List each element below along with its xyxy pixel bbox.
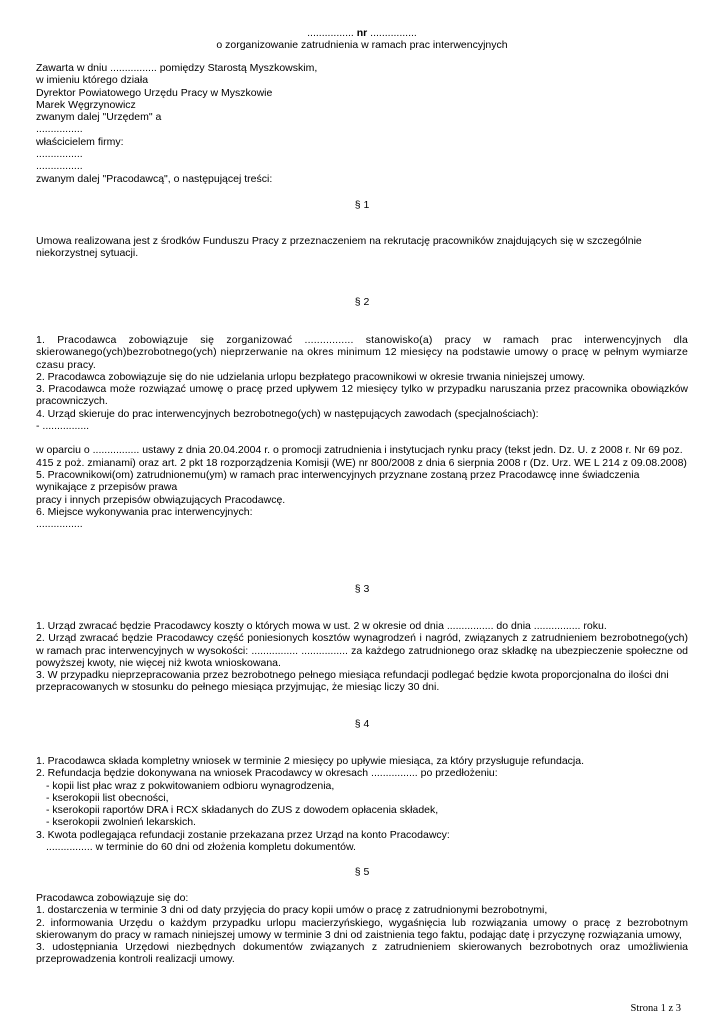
section-5-heading: § 5 [354, 866, 370, 878]
section-1-heading: § 1 [354, 199, 370, 211]
number-placeholder-left: ................ [307, 27, 354, 39]
intro-line: w imieniu którego działa [36, 74, 149, 87]
section-3-point-3: 3. W przypadku nieprzepracowania przez bezrobotnego pełnego miesiąca refundacji podlegać będzie kwota proporcjonalna do ilości dni przepracowanych w stosunku do pełnego miesiąca przyjmując, że miesiąc liczy 30 dni. [36, 669, 669, 694]
section-2-point-6: 6. Miejsce wykonywania prac interwencyjnych: [36, 505, 253, 518]
section-2-point-5: 5. Pracownikowi(om) zatrudnionemu(ym) w ramach prac interwencyjnych przyznane zostaną przez Pracodawcę inne świadczenia wynikające z przepisów prawa [36, 468, 640, 494]
section-2-legal-basis: w oparciu o ................ ustawy z dnia 20.04.2004 r. o promocji zatrudnienia i instytucjach rynku pracy (tekst jedn. Dz. U. z 2008 r. Nr 69 poz. 415 z poż. zmianami) oraz art. 2 pkt 18 rozporządzenia Komisji (WE) nr 800/2008 z dnia 6 sierpnia 2008 r (Dz. Urz. WE L 214 z 09.08.2008) [36, 444, 687, 469]
section-2-point-1: 1. Pracodawca zobowiązuje się zorganizować ................ stanowisko(a) pracy w ramach prac interwencyjnych dla skierowanego(ych)bezrobotnego(ych) nieprzerwanie na okres minimum 12 miesięcy na podstawie umowy o pracę w pełnym wymiarze czasu pracy. [36, 334, 688, 371]
section-2-point-2: 2. Pracodawca zobowiązuje się do nie udzielania urlopu bezpłatego pracownikowi w okresie trwania niniejszej umowy. [36, 370, 586, 383]
number-placeholder-right: ................ [370, 27, 417, 39]
page-number: Strona 1 z 3 [630, 1003, 681, 1014]
intro-line: ................ [36, 148, 83, 161]
section-2-point-5-continued: pracy i innych przepisów obwiązujących Pracodawcę. [36, 493, 286, 506]
intro-line: zwanym dalej "Pracodawcą", o następującej treści: [36, 172, 273, 185]
intro-line: Dyrektor Powiatowego Urzędu Pracy w Myszkowie [36, 86, 273, 99]
section-4-body [36, 755, 688, 853]
section-2-workplace-placeholder: ................ [36, 518, 83, 531]
section-5-body [36, 892, 688, 966]
section-3-point-1: 1. Urząd zwracać będzie Pracodawcy koszty o których mowa w ust. 2 w okresie od dnia ................ do dnia ................ roku. [36, 620, 607, 632]
section-4-point-2: 2. Refundacja będzie dokonywana na wniosek Pracodawcy w okresach ................ po przedłożeniu: [36, 767, 498, 780]
section-2-profession-placeholder: - ................ [36, 420, 90, 433]
section-2-body [36, 334, 688, 530]
section-2-point-4: 4. Urząd skieruje do prac interwencyjnych bezrobotnego(ych) w następujących zawodach (specjalnościach): [36, 407, 539, 420]
intro-line: właścicielem firmy: [36, 135, 124, 148]
section-5-point-1: 1. dostarczenia w terminie 3 dni od daty przyjęcia do pracy kopii umów o pracę z zatrudnionymi bezrobotnymi, [36, 904, 548, 917]
section-1-text: Umowa realizowana jest z środków Funduszu Pracy z przeznaczeniem na rekrutację pracowników znajdujących się w szczególnie niekorzystnej sytuacji. [36, 235, 642, 260]
section-5-intro: Pracodawca zobowiązuje się do: [36, 892, 189, 904]
intro-line: ................ [36, 123, 83, 136]
section-4-document-item: - kopii list płac wraz z pokwitowaniem odbioru wynagrodzenia, [46, 779, 335, 792]
section-2-heading: § 2 [354, 296, 370, 308]
intro-block [36, 62, 688, 185]
number-label: nr [356, 27, 368, 39]
intro-line: ................ [36, 160, 83, 173]
document-subtitle: o zorganizowanie zatrudnienia w ramach prac interwencyjnych [216, 39, 508, 51]
section-4-point-1: 1. Pracodawca składa kompletny wniosek w terminie 2 miesięcy po upływie miesiąca, za który przysługuje refundacja. [36, 755, 584, 767]
section-5-point-3: 3. udostępniania Urzędowi niezbędnych dokumentów związanych z zatrudnieniem skierowanych bezrobotnych oraz umożliwienia przeprowadzenia kontroli realizacji umowy. [36, 941, 688, 966]
section-5-point-2: 2. informowania Urzędu o każdym przypadku urlopu macierzyńskiego, wygaśnięcia lub rozwiązania umowy o pracę z bezrobotnym skierowanym do pracy w ramach niniejszej umowy w terminie 3 dni od zaistnienia tego faktu, podając datę i przyczynę rozwiązania umowy, [36, 916, 688, 941]
section-3-body [36, 620, 688, 694]
intro-line: Marek Węgrzynowicz [36, 98, 136, 111]
section-4-document-item: - kserokopii raportów DRA i RCX składanych do ZUS z dowodem opłacenia składek, [46, 804, 439, 817]
section-3-heading: § 3 [354, 583, 370, 595]
section-4-heading: § 4 [354, 718, 370, 730]
section-3-point-2: 2. Urząd zwracać będzie Pracodawcy część poniesionych kosztów wynagrodzeń i nagród, związanych z zatrudnieniem bezrobotnego(ych) w ramach prac interwencyjnych w wysokości: ................ ................ za każdego zatrudnionego oraz składkę na ubezpieczenie społeczne od powyższej kwoty, nie więcej niż kwota wnioskowana. [36, 632, 688, 669]
section-4-point-3: 3. Kwota podlegająca refundacji zostanie przekazana przez Urząd na konto Pracodawcy: [36, 828, 450, 841]
contract-number-line [36, 27, 688, 39]
section-4-document-item: - kserokopii zwolnień lekarskich. [46, 816, 196, 829]
intro-line: Zawarta w dniu ................ pomiędzy Starostą Myszkowskim, [36, 62, 318, 74]
section-4-payment-term: ................ w terminie do 60 dni od złożenia kompletu dokumentów. [46, 841, 356, 854]
section-4-document-item: - kserokopii list obecności, [46, 791, 169, 804]
intro-line: zwanym dalej "Urzędem" a [36, 111, 162, 124]
section-2-point-3: 3. Pracodawca może rozwiązać umowę o pracę przed upływem 12 miesięcy tylko w przypadku naruszania przez pracownika obowiązków pracowniczych. [36, 383, 688, 408]
